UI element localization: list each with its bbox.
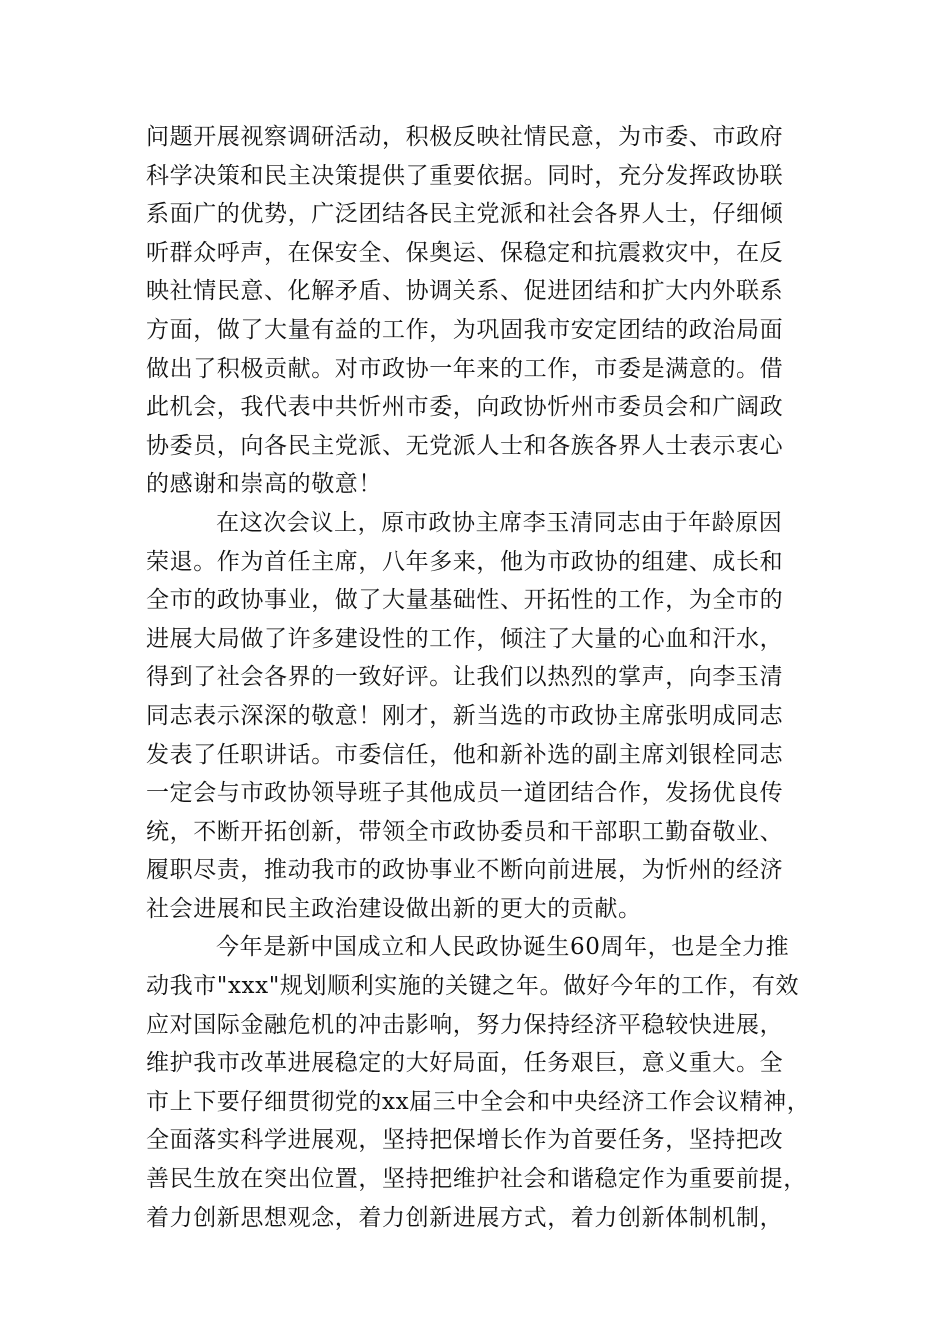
text-line: 发表了任职讲话。市委信任，他和新补选的副主席刘银栓同志: [146, 741, 784, 768]
text-line: 进展大局做了许多建设性的工作，倾注了大量的心血和汗水，: [146, 625, 784, 652]
text-line: 今年是新中国成立和人民政协诞生60周年，也是全力推: [216, 934, 790, 961]
text-line: 在这次会议上，原市政协主席李玉清同志由于年龄原因: [216, 509, 783, 536]
text-line: 维护我市改革进展稳定的大好局面，任务艰巨，意义重大。全: [146, 1050, 784, 1077]
text-line: 做出了积极贡献。对市政协一年来的工作，市委是满意的。借: [146, 355, 784, 382]
text-line: 的感谢和崇高的敬意！: [146, 471, 382, 498]
text-line: 全市的政协事业，做了大量基础性、开拓性的工作，为全市的: [146, 587, 784, 614]
text-line: 履职尽责，推动我市的政协事业不断向前进展，为忻州的经济: [146, 857, 784, 884]
body-text: [146, 118, 836, 1237]
text-line: 全面落实科学进展观，坚持把保增长作为首要任务，坚持把改: [146, 1127, 784, 1154]
text-line: 市上下要仔细贯彻党的xx届三中全会和中央经济工作会议精神，: [146, 1088, 811, 1115]
text-line: 一定会与市政协领导班子其他成员一道团结合作，发扬优良传: [146, 780, 784, 807]
text-line: 方面，做了大量有益的工作，为巩固我市安定团结的政治局面: [146, 316, 784, 343]
text-line: 善民生放在突出位置，坚持把维护社会和谐稳定作为重要前提，: [146, 1166, 807, 1193]
text-line: 科学决策和民主决策提供了重要依据。同时，充分发挥政协联: [146, 162, 784, 189]
text-line: 荣退。作为首任主席，八年多来，他为市政协的组建、成长和: [146, 548, 784, 575]
text-line: 协委员，向各民主党派、无党派人士和各族各界人士表示衷心: [146, 432, 784, 459]
text-line: 听群众呼声，在保安全、保奥运、保稳定和抗震救灾中，在反: [146, 239, 784, 266]
text-line: 着力创新思想观念，着力创新进展方式，着力创新体制机制，: [146, 1204, 784, 1231]
text-line: 映社情民意、化解矛盾、协调关系、促进团结和扩大内外联系: [146, 278, 784, 305]
text-line: 应对国际金融危机的冲击影响，努力保持经济平稳较快进展，: [146, 1011, 784, 1038]
text-line: 问题开展视察调研活动，积极反映社情民意，为市委、市政府: [146, 124, 784, 150]
text-line: 统，不断开拓创新，带领全市政协委员和干部职工勤奋敬业、: [146, 818, 784, 845]
text-line: 动我市"xxx"规划顺利实施的关键之年。做好今年的工作，有效: [146, 973, 800, 1000]
text-line: 社会进展和民主政治建设做出新的更大的贡献。: [146, 895, 642, 922]
text-line: 此机会，我代表中共忻州市委，向政协忻州市委员会和广阔政: [146, 394, 784, 421]
text-line: 同志表示深深的敬意！刚才，新当选的市政协主席张明成同志: [146, 702, 784, 729]
text-line: 得到了社会各界的一致好评。让我们以热烈的掌声，向李玉清: [146, 664, 784, 691]
text-line: 系面广的优势，广泛团结各民主党派和社会各界人士，仔细倾: [146, 201, 784, 228]
